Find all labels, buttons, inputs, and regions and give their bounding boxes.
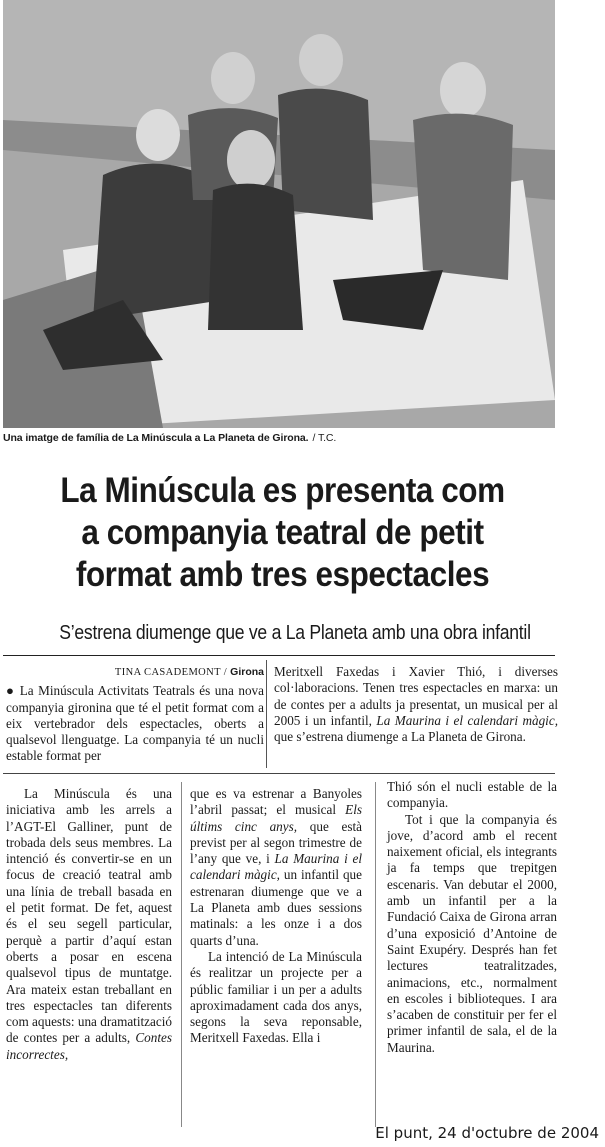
byline-place: Girona bbox=[230, 666, 264, 678]
column-divider bbox=[266, 660, 267, 768]
headline-line-1: La Minúscula es presenta com bbox=[60, 471, 505, 510]
col3-paragraph-1: Thió són el nucli estable de la companyia. bbox=[387, 779, 557, 811]
col3-paragraph-2: Tot i que la companyia és jove, d’acord amb el recent naixement oficial, els integrants ja fa temps que trepitgen escenaris. Van debutar el 2000, amb un infantil per a la Fundació Caixa de Girona arran d’una exposició d’Antoine de Saint Exupéry. Després han fet lectures teatralitzades, animacions, etc., normalment en escoles i biblioteques. I ara s’acaben de constituir per fer el primer infantil de sala, el de la Maurina. bbox=[387, 811, 557, 1055]
byline-author: TINA CASADEMONT bbox=[114, 667, 221, 678]
col1-italic: Contes incorrectes, bbox=[6, 1030, 172, 1062]
byline: TINA CASADEMONT / Girona bbox=[114, 666, 264, 678]
caption-text: Una imatge de família de La Minúscula a La Planeta de Girona. bbox=[3, 432, 309, 444]
lead-paragraph-b bbox=[274, 664, 558, 745]
col1-text: La Minúscula és una iniciativa amb les arrels a l’AGT-El Galliner, punt de trobada dels seus membres. La intenció és convertir-se en un focus de creació teatral amb una línia de treball basada en el petit format. De fet, aquest és el seu segell particular, perquè a partir d’aquí estan oberts a posar en escena qualsevol tipus de muntatge. Ara mateix estan treballant en tres espectacles tan diferents com aquests: una dramatització de contes per a adults, bbox=[6, 786, 172, 1046]
divider bbox=[3, 655, 555, 656]
col2-italic-2: La Maurina i el calendari màgic, bbox=[190, 851, 363, 883]
headline-line-3: format amb tres espectacles bbox=[75, 555, 490, 594]
subheadline: S’estrena diumenge que ve a La Planeta amb una obra infantil bbox=[59, 622, 531, 644]
column-divider bbox=[181, 782, 182, 1127]
headline bbox=[37, 470, 528, 596]
bullet-icon: ● bbox=[6, 683, 16, 699]
caption-credit: / T.C. bbox=[312, 432, 337, 444]
col2-text-c: un infantil que estrenaran diumenge que ve a La Planeta amb dues sessions matinals: a les onze i a dos quarts d’una. bbox=[190, 867, 362, 948]
source-footer: El punt, 24 d'octubre de 2004 bbox=[375, 1124, 599, 1142]
lead-paragraph-a bbox=[6, 664, 264, 765]
column-divider bbox=[375, 782, 376, 1127]
col2-text-a: que es va estrenar a Banyoles l’abril passat; el musical bbox=[190, 786, 362, 818]
lead-text-b1: Meritxell Faxedas i Xavier Thió, i diverses col·laboracions. Tenen tres espectacles en marxa: un de contes per a adults ja presentat, un musical per al 2005 i un infantil, bbox=[274, 664, 558, 728]
photo-caption bbox=[3, 432, 555, 444]
col2-text-b: que està previst per al segon trimestre de l’any que ve, i bbox=[190, 818, 363, 867]
body-column-2 bbox=[190, 786, 362, 1047]
lead-text-b2: que s’estrena diumenge a La Planeta de Girona. bbox=[274, 729, 526, 745]
col2-italic-1: Els últims cinc anys, bbox=[190, 802, 362, 834]
body-column-1 bbox=[6, 786, 172, 1063]
lead-text-a: La Minúscula Activitats Teatrals és una nova companyia gironina que té el petit format com a eix vertebrador dels espectacles, oberts a qualsevol llenguatge. La companyia té un nucli estable format per bbox=[6, 683, 264, 764]
lead-title-italic: La Maurina i el calendari màgic, bbox=[376, 712, 558, 728]
divider bbox=[3, 773, 555, 774]
group-photo bbox=[3, 0, 555, 428]
body-column-3 bbox=[387, 779, 557, 1056]
headline-line-2: a companyia teatral de petit bbox=[81, 513, 484, 552]
group-photo-icon bbox=[3, 0, 555, 428]
col2-paragraph-2: La intenció de La Minúscula és realitzar un projecte per a públic familiar i un per a adults aproximadament cada dos anys, segons la seva reponsable, Meritxell Faxedas. Ella i bbox=[190, 948, 362, 1046]
